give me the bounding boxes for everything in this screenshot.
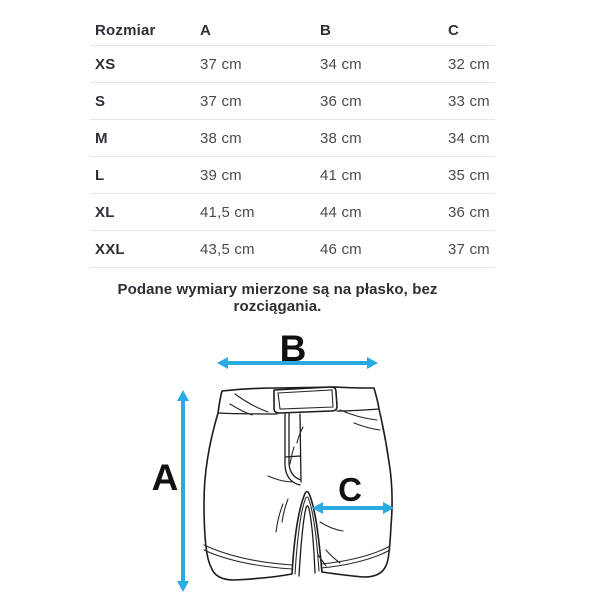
value-c: 36 cm — [448, 203, 490, 221]
size-chart-table — [90, 15, 495, 268]
size-label: S — [95, 92, 106, 110]
size-label: XS — [95, 55, 116, 73]
value-a: 43,5 cm — [200, 240, 255, 258]
shorts-diagram — [140, 330, 460, 600]
dimension-label-b: B — [279, 330, 307, 369]
value-c: 33 cm — [448, 92, 490, 110]
value-a: 41,5 cm — [200, 203, 255, 221]
value-c: 37 cm — [448, 240, 490, 258]
value-a: 38 cm — [200, 129, 242, 147]
size-label: L — [95, 166, 105, 184]
shorts-outline — [204, 387, 392, 580]
size-label: M — [95, 129, 108, 147]
table-header-row — [90, 15, 495, 46]
arrow-b-head-left — [217, 357, 228, 369]
value-a: 37 cm — [200, 55, 242, 73]
value-c: 32 cm — [448, 55, 490, 73]
column-header-a: A — [200, 21, 212, 39]
arrow-a-head-top — [177, 390, 189, 401]
table-row-xl — [90, 194, 495, 231]
size-label: XXL — [95, 240, 125, 258]
dimension-label-c: C — [338, 471, 362, 508]
column-header-b: B — [320, 21, 332, 39]
table-row-xs — [90, 46, 495, 83]
value-b: 36 cm — [320, 92, 362, 110]
value-b: 46 cm — [320, 240, 362, 258]
column-header-rozmiar: Rozmiar — [95, 21, 156, 39]
value-a: 37 cm — [200, 92, 242, 110]
size-label: XL — [95, 203, 115, 221]
table-row-xxl — [90, 231, 495, 268]
measurement-note: Podane wymiary mierzone są na płasko, bez rozciągania. — [117, 281, 438, 315]
table-row-s — [90, 83, 495, 120]
value-c: 35 cm — [448, 166, 490, 184]
table-row-l — [90, 157, 495, 194]
arrow-a-head-bottom — [177, 581, 189, 592]
table-row-m — [90, 120, 495, 157]
column-header-c: C — [448, 21, 460, 39]
value-b: 38 cm — [320, 129, 362, 147]
value-b: 41 cm — [320, 166, 362, 184]
dimension-label-a: A — [151, 457, 179, 498]
value-c: 34 cm — [448, 129, 490, 147]
value-a: 39 cm — [200, 166, 242, 184]
value-b: 34 cm — [320, 55, 362, 73]
arrow-b-head-right — [367, 357, 378, 369]
value-b: 44 cm — [320, 203, 362, 221]
